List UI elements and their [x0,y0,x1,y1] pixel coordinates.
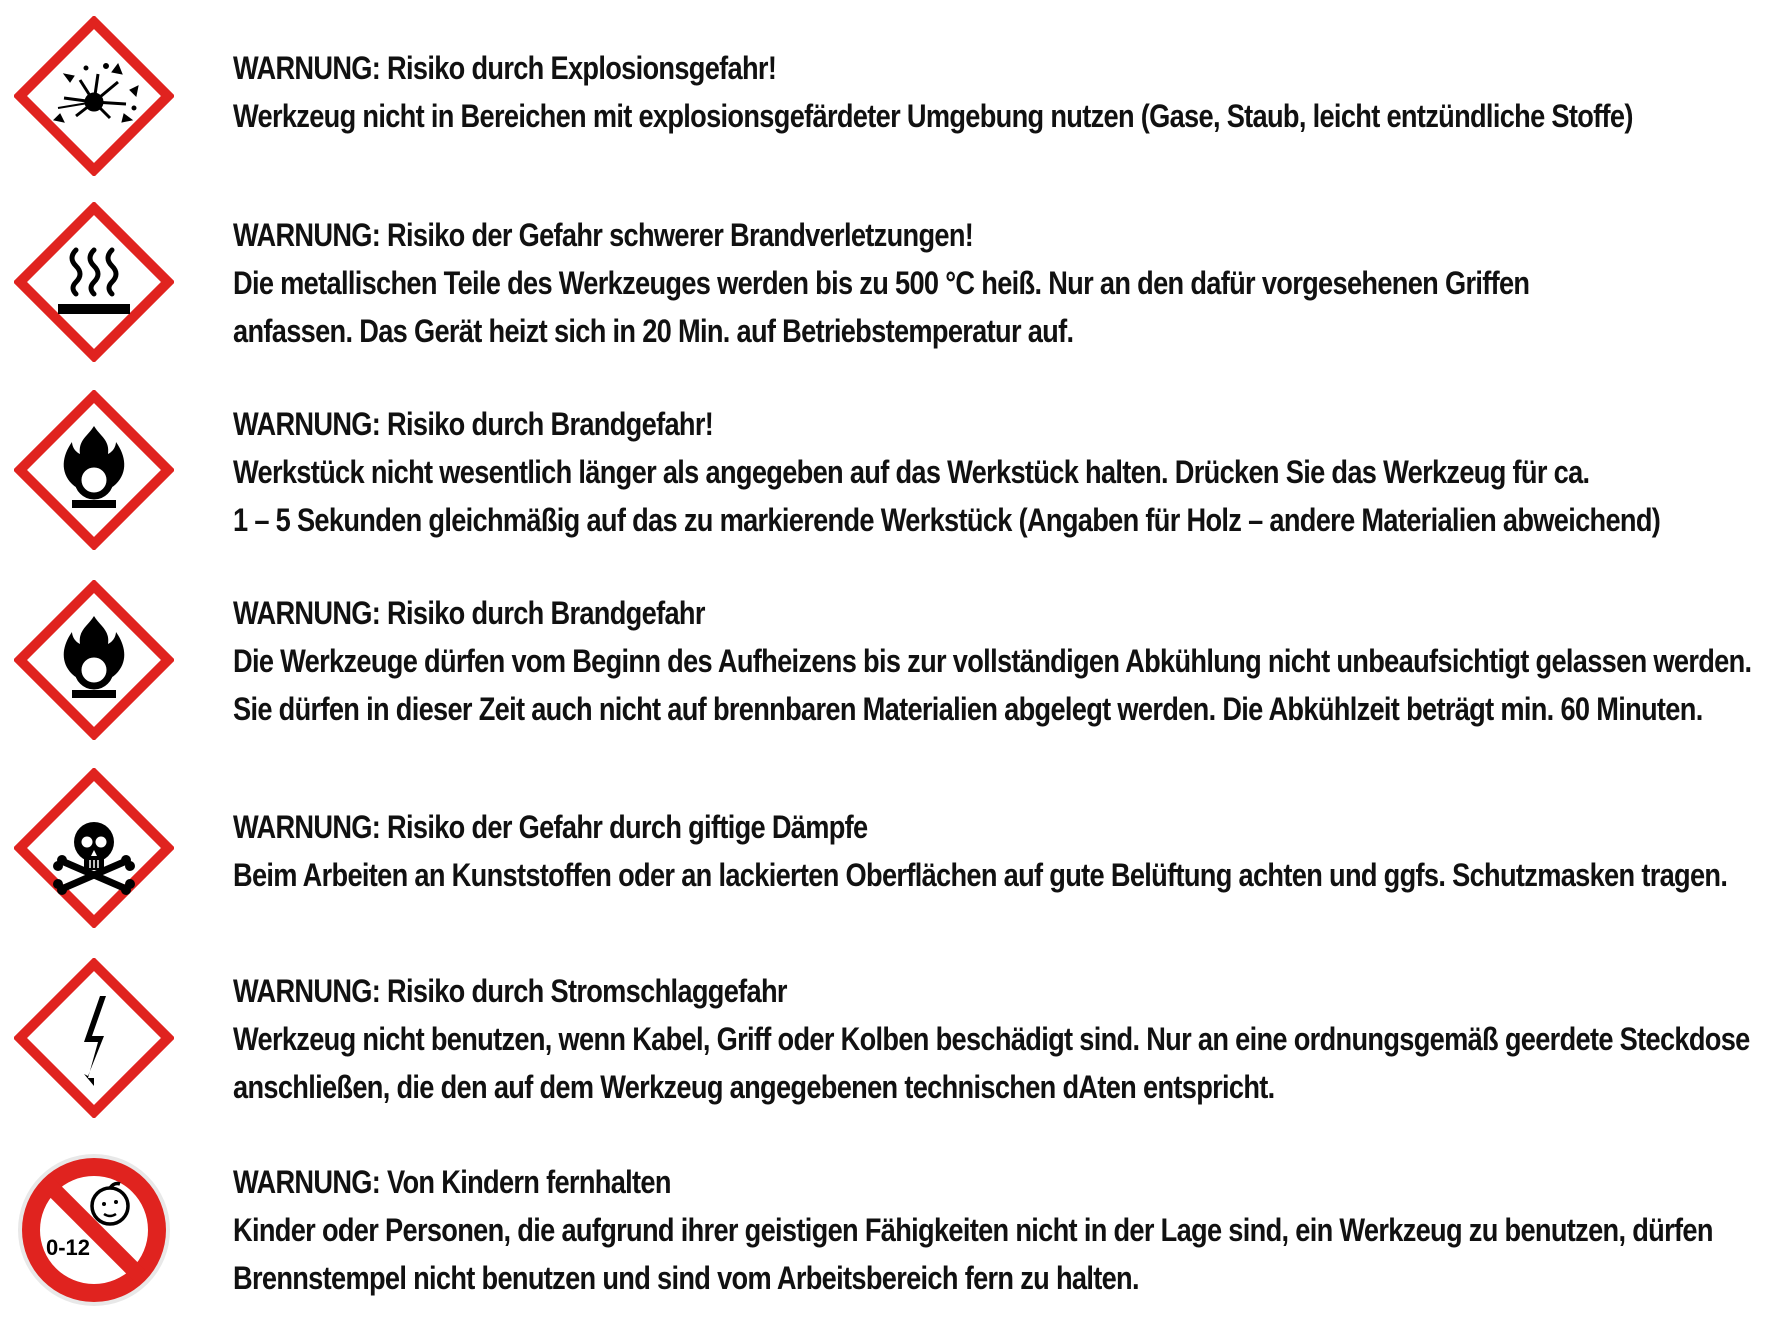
warning-title: WARNUNG: Risiko durch Explosionsgefahr! [233,50,777,86]
hot-surface-icon [14,202,174,362]
warning-text [233,967,1750,1111]
warning-description: Die metallischen Teile des Werkzeuges werden bis zu 500 °C heiß. Nur an den dafür vorgesehenen Griffen [233,265,1530,301]
flame-over-circle-icon [14,390,174,550]
warning-description: Werkzeug nicht benutzen, wenn Kabel, Griff oder Kolben beschädigt sind. Nur an eine ordnungsgemäß geerdete Steckdose [233,1021,1750,1057]
warning-title: WARNUNG: Risiko der Gefahr durch giftige Dämpfe [233,809,868,845]
warning-text [233,589,1752,733]
age-range-label: 0-12 [45,1235,91,1260]
warning-description: Sie dürfen in dieser Zeit auch nicht auf brennbaren Materialien abgelegt werden. Die Abkühlzeit beträgt min. 60 Minuten. [233,691,1703,727]
warning-text [233,44,1633,140]
no-children-icon [14,1150,174,1310]
high-voltage-icon [14,958,174,1118]
warning-title: WARNUNG: Risiko durch Brandgefahr [233,595,705,631]
warning-title: WARNUNG: Von Kindern fernhalten [233,1164,671,1200]
warning-text [233,803,1728,899]
warning-text [233,1158,1713,1302]
warning-text [233,211,1536,355]
warning-description: Beim Arbeiten an Kunststoffen oder an lackierten Oberflächen auf gute Belüftung achten und ggfs. Schutzmasken tragen. [233,857,1728,893]
warning-description: anfassen. Das Gerät heizt sich in 20 Min. auf Betriebstemperatur auf. [233,313,1074,349]
warning-text [233,400,1661,544]
warning-description: Kinder oder Personen, die aufgrund ihrer geistigen Fähigkeiten nicht in der Lage sind, ein Werkzeug zu benutzen, dürfen [233,1212,1713,1248]
warning-description: 1 – 5 Sekunden gleichmäßig auf das zu markierende Werkstück (Angaben für Holz – andere Materialien abweichend) [233,502,1661,538]
warning-title: WARNUNG: Risiko der Gefahr schwerer Brandverletzungen! [233,217,974,253]
warning-description: Die Werkzeuge dürfen vom Beginn des Aufheizens bis zur vollständigen Abkühlung nicht unbeaufsichtigt gelassen werden. [233,643,1752,679]
warning-description: Werkzeug nicht in Bereichen mit explosionsgefärdeter Umgebung nutzen (Gase, Staub, leicht entzündliche Stoffe) [233,98,1633,134]
warning-description: Werkstück nicht wesentlich länger als angegeben auf das Werkstück halten. Drücken Sie das Werkzeug für ca. [233,454,1590,490]
warning-title: WARNUNG: Risiko durch Brandgefahr! [233,406,714,442]
warning-title: WARNUNG: Risiko durch Stromschlaggefahr [233,973,787,1009]
warning-description: anschließen, die den auf dem Werkzeug angegebenen technischen dAten entspricht. [233,1069,1275,1105]
flame-over-circle-icon [14,580,174,740]
skull-crossbones-icon [14,768,174,928]
warning-description: Brennstempel nicht benutzen und sind vom Arbeitsbereich fern zu halten. [233,1260,1139,1296]
explosion-icon [14,16,174,176]
